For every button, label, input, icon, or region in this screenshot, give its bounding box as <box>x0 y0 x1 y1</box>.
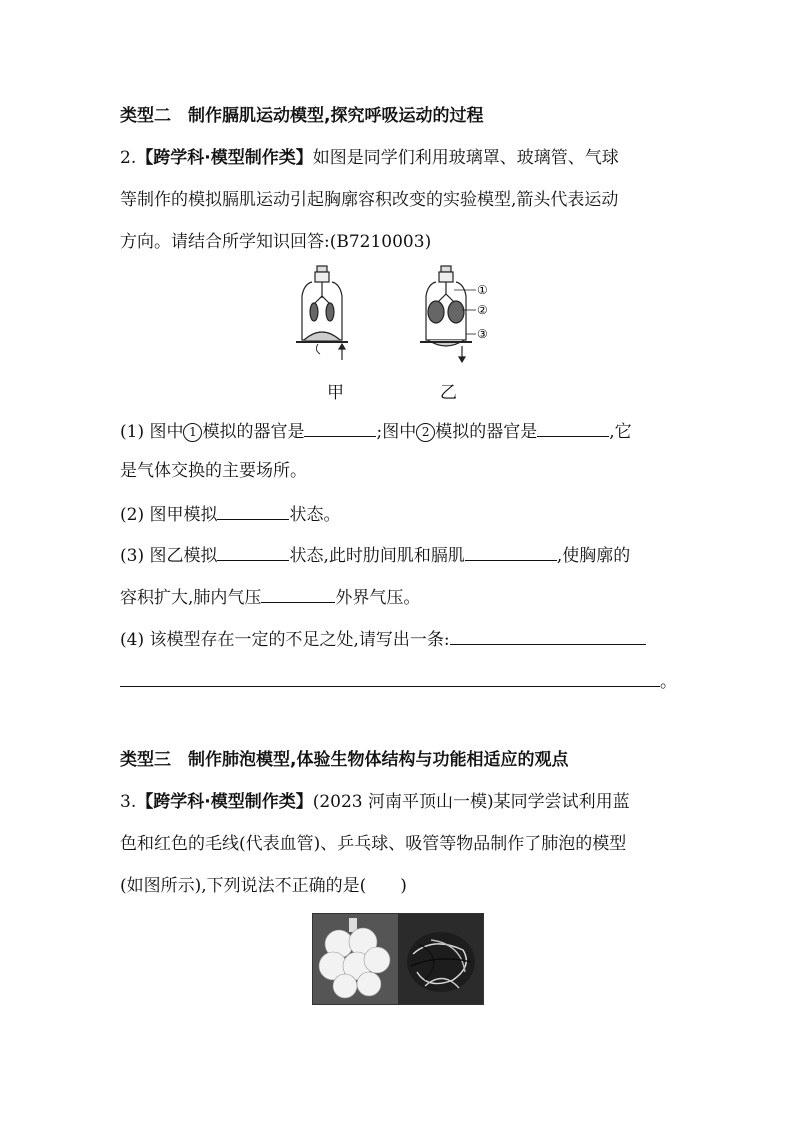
q2-intro-line1 <box>120 146 619 170</box>
q2-sub1-text-e: ,它 <box>609 422 632 442</box>
circled-number-2: 2 <box>416 423 435 442</box>
answer-blank-organ-2[interactable] <box>537 418 609 437</box>
q2-sub4-line1 <box>120 626 646 652</box>
answer-blank-state-yi[interactable] <box>217 542 289 561</box>
q2-sub1-text-d: 模拟的器官是 <box>435 422 538 442</box>
q2-sub1-text-b: 模拟的器官是 <box>202 422 305 442</box>
q3-number: 3. <box>120 792 137 812</box>
callout-2: ② <box>477 303 488 317</box>
q2-sub3-text-b: 状态,此时肋间肌和膈肌 <box>289 546 465 566</box>
answer-blank-organ-1[interactable] <box>304 418 376 437</box>
q2-number: 2. <box>120 148 137 168</box>
circled-number-1: 1 <box>183 423 202 442</box>
q2-sub3-text-e: 外界气压。 <box>335 588 421 608</box>
figure-label-jia: 甲 <box>327 383 344 403</box>
q2-sub4-line2 <box>120 668 677 694</box>
q2-sub1-line2: 是气体交换的主要场所。 <box>120 461 307 481</box>
answer-blank-shortcoming-2[interactable] <box>120 668 660 687</box>
q2-sub3-text-c: ,使胸廓的 <box>556 546 631 566</box>
q3-intro1: (2023 河南平顶山一模)某同学尝试利用蓝 <box>312 792 630 812</box>
q3-intro-line3: (如图所示),下列说法不正确的是( ) <box>120 876 407 896</box>
q2-sub3-line2 <box>120 584 420 610</box>
bell-jar-yi <box>420 266 476 362</box>
section-heading-type2: 类型二 制作膈肌运动模型,探究呼吸运动的过程 <box>120 106 484 126</box>
q2-sub1-line1 <box>120 418 632 444</box>
q3-intro-line2: 色和红色的毛线(代表血管)、乒乓球、吸管等物品制作了肺泡的模型 <box>120 834 627 854</box>
answer-blank-state-jia[interactable] <box>217 501 289 520</box>
answer-blank-muscle[interactable] <box>465 542 557 561</box>
q2-sub3-text-a: (3) 图乙模拟 <box>120 546 218 566</box>
bell-jar-jia <box>296 266 348 360</box>
q2-intro-line3: 方向。请结合所学知识回答:(B7210003) <box>120 232 432 252</box>
q2-sub2-text-a: (2) 图甲模拟 <box>120 505 218 525</box>
q2-intro-line2: 等制作的模拟膈肌运动引起胸廓容积改变的实验模型,箭头代表运动 <box>120 190 619 210</box>
q3-tag: 【跨学科·模型制作类】 <box>136 792 313 812</box>
callout-1: ① <box>477 283 488 297</box>
callout-3: ③ <box>477 327 488 341</box>
section-heading-type3: 类型三 制作肺泡模型,体验生物体结构与功能相适应的观点 <box>120 750 569 770</box>
answer-blank-pressure[interactable] <box>261 584 335 603</box>
alveoli-model-photo <box>312 913 484 1005</box>
q2-sub3-text-d: 容积扩大,肺内气压 <box>120 588 262 608</box>
q2-sub1-text-a: (1) 图中 <box>120 422 184 442</box>
q2-intro1: 如图是同学们利用玻璃罩、玻璃管、气球 <box>312 148 619 168</box>
q3-intro-line1 <box>120 790 630 814</box>
figure-label-yi: 乙 <box>440 383 457 403</box>
answer-blank-shortcoming-1[interactable] <box>450 626 646 645</box>
bell-jar-diagram <box>290 262 510 372</box>
q2-sub4-text: (4) 该模型存在一定的不足之处,请写出一条: <box>120 630 450 650</box>
q2-sub4-end: 。 <box>660 672 677 692</box>
q2-sub2-text-b: 状态。 <box>289 505 341 525</box>
q2-sub1-text-c: ;图中 <box>376 422 417 442</box>
q2-sub2 <box>120 501 340 527</box>
q2-sub3-line1 <box>120 542 630 568</box>
q2-tag: 【跨学科·模型制作类】 <box>136 148 313 168</box>
